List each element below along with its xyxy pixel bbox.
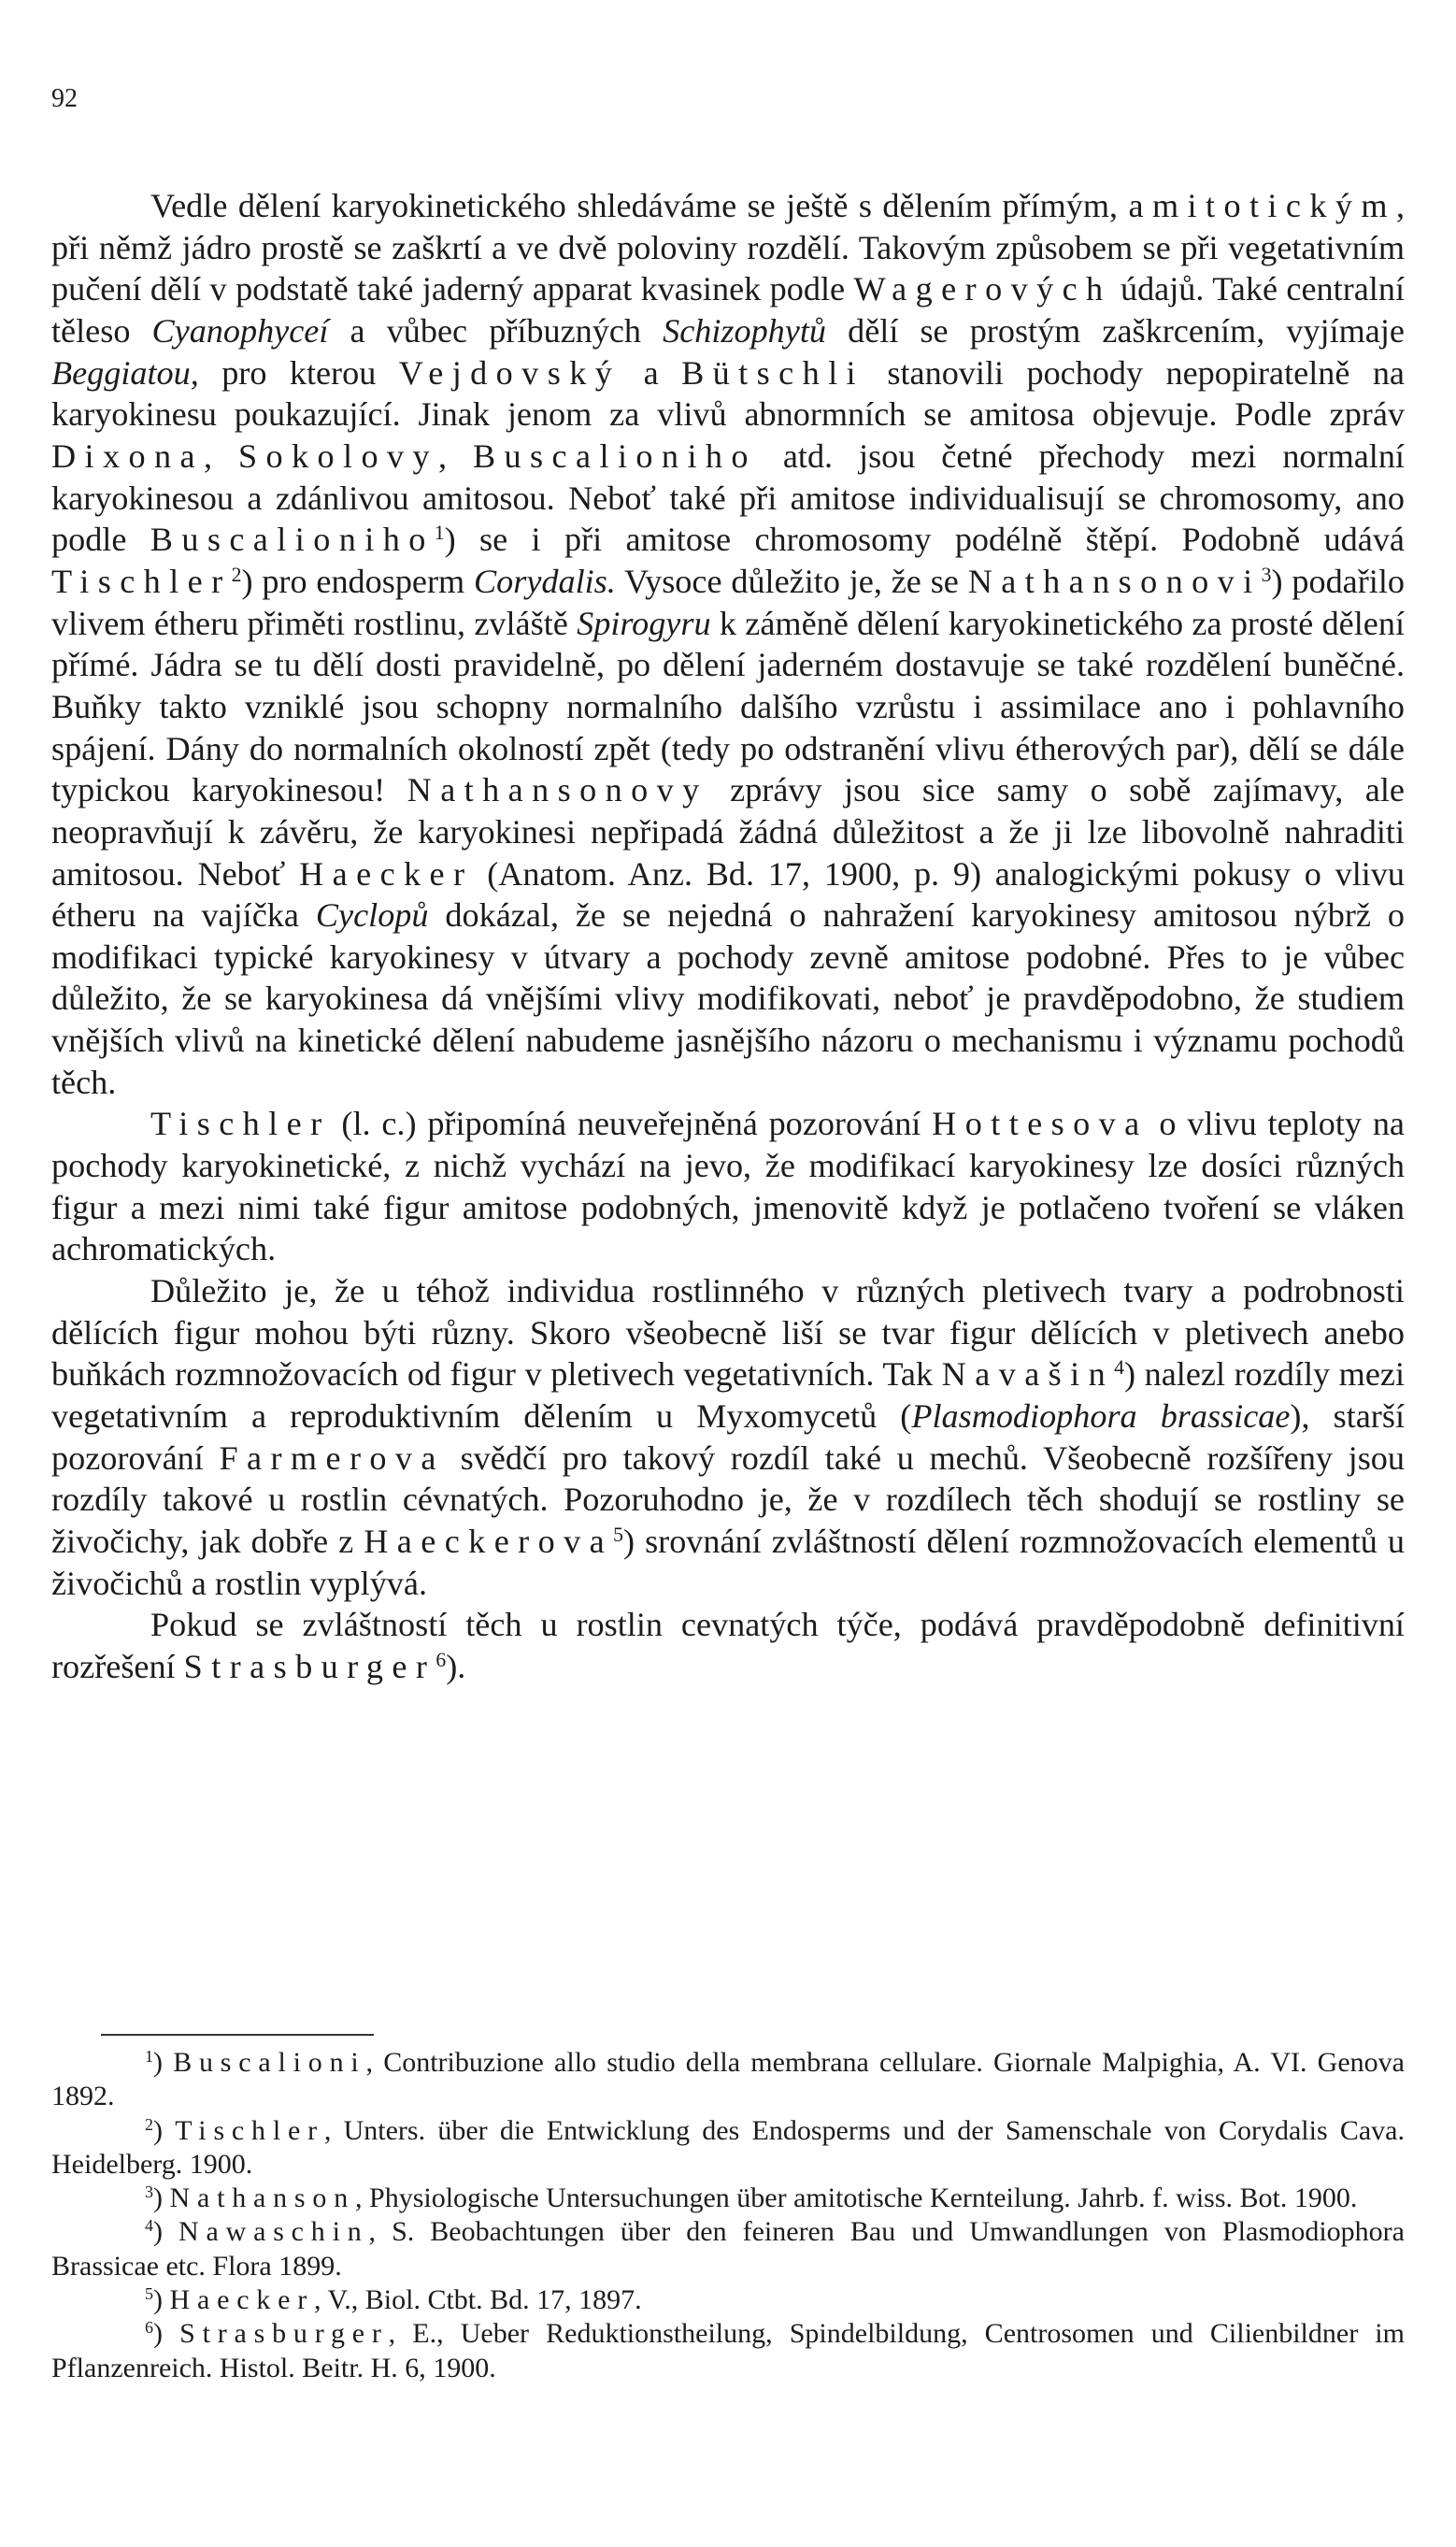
author-name: Farmerova [219, 1438, 445, 1477]
footnote-ref: 2 [231, 563, 242, 586]
author-name: Hottesova [932, 1105, 1149, 1143]
text-run: údajů. Také centralní těleso [51, 270, 1406, 350]
text-run: ) se i při amitose chromosomy podélně štěpí. Podobně udává [444, 521, 1405, 559]
author-name: Bütschli [681, 353, 865, 392]
author-name: Navašin [941, 1355, 1115, 1394]
author-name: Vejdovský [398, 353, 621, 392]
paragraph [51, 1604, 1405, 1687]
footnote-number: 6 [145, 2318, 153, 2338]
author-name: Wagerových [853, 270, 1112, 308]
text-run: k záměně dělení karyokinetického za prosté dělení přímé. Jádra se tu dělí dosti pravidelně, po dělení jaderném dostavuje se také rozdělení buněčné. Buňky takto vzniklé jsou schopny normalního dalšího vzrůstu i assimilace ano i pohlavního spájení. Dány do normalních okolností zpět (tedy po odstranění vlivu étherových par), dělí se dále typickou karyokinesou! [51, 604, 1405, 809]
taxon-name: Plasmodiophora brassicae [911, 1397, 1291, 1436]
text-run: (l. c.) připomíná neuveřejněná pozorování [330, 1105, 933, 1143]
footnote-author: Buscalioni [173, 2047, 366, 2078]
text-run: ), starší pozorování [51, 1397, 1405, 1477]
footnote: $^5$) Haecker, V., Biol. Ctbt. Bd. 17, 1897. [145, 2284, 642, 2316]
footnote: $^2$) Tischler, Unters. über die Entwicklung des Endosperms und der Samenschale von Corydalis Cava. Heidelberg. 1900. [51, 2114, 1405, 2180]
text-run: Vedle dělení karyokinetického shledáváme se ještě s dělením přímým, [150, 187, 1129, 224]
footnote-ref: 5 [613, 1524, 623, 1547]
text-run: stanovili pochody nepopiratelně na karyokinesu poukazující. Jinak jenom za vlivů abnormních se amitosa objevuje. Podle zpráv [51, 353, 1405, 434]
text-run: , [204, 436, 238, 475]
footnote-author: Haecker [169, 2284, 315, 2316]
footnote-author: Strasburger [179, 2318, 389, 2350]
author-name: Buscalioniho [473, 436, 757, 475]
text-run: Důležito je, že u téhož individua rostlinného v různých pletivech tvary a podrobnosti dělících figur mohou býti různy. Skoro všeobecně liší se tvar figur dělících v pletivech anebo buňkách rozmnožovacích od figur v pletivech vegetativních. Tak [51, 1272, 1405, 1394]
author-name: Haecker [299, 854, 474, 893]
taxon-name: Spirogyru [577, 604, 711, 642]
author-name: amitotickým [1128, 187, 1396, 224]
author-name: Dixona [51, 436, 205, 475]
text-run: zprávy jsou sice samy o sobě zajímavy, ale neopravňují k závěru, že karyokinesi nepřipadá žádná důležitost a že ji lze libovolně nahraditi amitosou. Neboť [51, 771, 1405, 893]
paragraph [51, 1270, 1405, 1604]
text-run: ) podařilo vlivem étheru přiměti rostlinu, zvláště [51, 562, 1405, 642]
footnote-author: Tischler [175, 2114, 324, 2146]
text-run: pro kterou [198, 353, 399, 392]
text-run: ) nalezl rozdíly mezi vegetativním a reproduktivním dělením u Myxomycetů ( [51, 1355, 1406, 1436]
text-run: atd. jsou četné přechody mezi normalní karyokinesou a zdánlivou amitosou. Neboť také při amitose individualisují se chromosomy, ano podle [51, 436, 1405, 559]
footnote-ref: 1 [434, 522, 445, 545]
footnote: $^4$) Nawaschin, S. Beobachtungen über den feineren Bau und Umwandlungen von Plasmodiophora Brassicae etc. Flora 1899. [51, 2216, 1405, 2282]
footnote-text: , E., Ueber Reduktionstheilung, Spindelbildung, Centrosomen und Cilienbildner im Pflanzenreich. Histol. Beitr. H. 6, 1900. [51, 2318, 1405, 2383]
text-run: Vysoce důležito je, že se [615, 562, 968, 600]
footnote-text: , Unters. über die Entwicklung des Endosperms und der Samenschale von Corydalis Cava. Heidelberg. 1900. [51, 2114, 1405, 2180]
footnote-text: , V., Biol. Ctbt. Bd. 17, 1897. [314, 2284, 642, 2316]
page-number: 92 [51, 84, 78, 113]
author-name: Strasburger [183, 1647, 436, 1685]
taxon-name: Cyclopů [315, 896, 429, 935]
paragraph [51, 1103, 1405, 1270]
footnotes [51, 2046, 1405, 2385]
text-run: ) srovnání zvláštností dělení rozmnožovacích elementů u živočichů a rostlin vyplývá. [51, 1523, 1405, 1602]
footnote-number: 1 [145, 2047, 153, 2067]
footnote: $^1$) Buscalioni, Contribuzione allo studio della membrana cellulare. Giornale Malpighia, A. VI. Genova 1892. [51, 2047, 1405, 2112]
author-name: Tischler [150, 1105, 331, 1143]
footnote-ref: 6 [435, 1649, 447, 1672]
author-name: Nathansonovi [967, 562, 1262, 600]
author-name: Buscalioniho [150, 521, 435, 559]
text-run: ) pro endosperm [241, 562, 475, 600]
text-run: Pokud se zvláštností těch u rostlin cevnatých týče, podává pravděpodobně definitivní rozřešení [51, 1606, 1405, 1685]
paragraph [51, 185, 1405, 1103]
footnote-text: , S. Beobachtungen über den feineren Bau und Umwandlungen von Plasmodiophora Brassicae etc. Flora 1899. [51, 2216, 1405, 2282]
text-run: o vlivu teploty na pochody karyokinetické, z nichž vychází na jevo, že modifikací karyokinesy lze dosíci různých figur a mezi nimi také figur amitose podobných, jmenovitě když je potlačeno tvoření se vláken achromatických. [51, 1105, 1405, 1268]
text-run: a [621, 353, 682, 392]
author-name: Tischler [51, 562, 232, 600]
text-run: , při němž jádro prostě se zaškrtí a ve dvě poloviny rozdělí. Takovým způsobem se při vegetativním pučení dělí v podstatě také jaderný apparat kvasinek podle [51, 187, 1405, 308]
text-run: , [438, 436, 473, 475]
footnote-number: 5 [145, 2284, 153, 2304]
text-run: dokázal, že se nejedná o nahražení karyokinesy amitosou nýbrž o modifikaci typické karyokinesy v útvary a pochody zevně amitose podobné. Přes to je vůbec důležito, že se karyokinesa dá vnějšími vlivy modifikovati, neboť je pravděpodobno, že studiem vnějších vlivů na kinetické dělení nabudeme jasnějšího názoru o mechanismu i významu pochodů těch. [51, 896, 1405, 1101]
footnote-ref: 4 [1114, 1356, 1124, 1380]
footnote-number: 4 [145, 2216, 153, 2236]
author-name: Haeckerova [364, 1523, 614, 1560]
footnote-author: Nathanson [169, 2182, 356, 2214]
text-run: dělí se prostým zaškrcením, vyjímaje [826, 311, 1405, 350]
footnote: $^3$) Nathanson, Physiologische Untersuchungen über amitotische Kernteilung. Jahrb. f. wiss. Bot. 1900. [145, 2182, 1358, 2214]
text-run: svědčí pro takový rozdíl také u mechů. Všeobecně rozšířeny jsou rozdíly takové u rostlin cévnatých. Pozoruhodno je, že v rozdílech těch shodují se rostliny se živočichy, jak dobře z [51, 1438, 1405, 1560]
text-run: ). [446, 1647, 466, 1685]
footnote-divider [101, 2034, 374, 2036]
text-run: (Anatom. Anz. Bd. 17, 1900, p. 9) analogickými pokusy o vlivu étheru na vajíčka [51, 854, 1405, 935]
text-run: a vůbec příbuzných [328, 311, 664, 350]
footnote-number: 3 [145, 2182, 153, 2202]
footnote-number: 2 [145, 2114, 153, 2134]
footnote: $^6$) Strasburger, E., Ueber Reduktionstheilung, Spindelbildung, Centrosomen und Cilienbildner im Pflanzenreich. Histol. Beitr. H. 6, 1900. [51, 2318, 1405, 2383]
taxon-name: Cyanophyceí [151, 311, 329, 350]
taxon-name: Beggiatou, [51, 353, 199, 392]
taxon-name: Corydalis. [474, 562, 616, 600]
footnote-text: , Physiologische Untersuchungen über amitotische Kernteilung. Jahrb. f. wiss. Bot. 1900. [355, 2182, 1358, 2214]
footnote-author: Nawaschin [178, 2216, 369, 2248]
footnote-text: , Contribuzione allo studio della membrana cellulare. Giornale Malpighia, A. VI. Genova 1892. [51, 2047, 1405, 2112]
footnote-ref: 3 [1261, 563, 1272, 586]
author-name: Sokolovy [237, 436, 439, 475]
taxon-name: Schizophytů [663, 311, 826, 350]
author-name: Nathansonovy [407, 771, 708, 809]
body-text [51, 185, 1405, 1688]
